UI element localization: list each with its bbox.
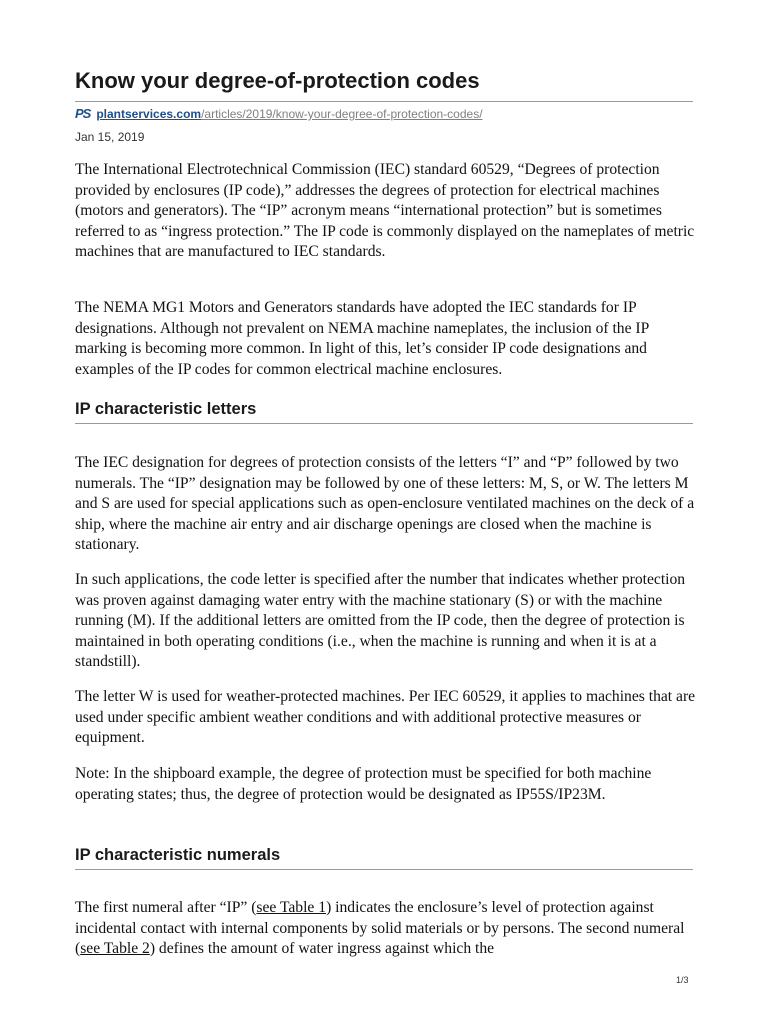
source-line: [75, 106, 483, 122]
title-divider: [75, 101, 693, 102]
section-heading-numerals: IP characteristic numerals: [75, 846, 281, 864]
page-number: 1/3: [676, 975, 689, 985]
numerals-text-3: ) defines the amount of water ingress against which the: [149, 940, 495, 958]
numerals-text-2: ) indicates the enclosure’s level of protection against incidental contact with internal components by solid materials or by persons. The second numeral (: [75, 899, 685, 958]
table-1-link[interactable]: see Table 1: [256, 899, 327, 916]
letters-paragraph-3: The letter W is used for weather-protected machines. Per IEC 60529, it applies to machines that are used under specific ambient weather conditions and with additional protective measures or equipment.: [75, 688, 696, 747]
source-domain: plantservices.com: [96, 107, 202, 121]
source-path: /articles/2019/know-your-degree-of-protection-codes/: [201, 107, 483, 121]
section-divider-letters: [75, 423, 693, 424]
letters-paragraph-4: Note: In the shipboard example, the degree of protection must be specified for both machine operating states; thus, the degree of protection would be designated as IP55S/IP23M.: [75, 765, 652, 803]
publish-date: Jan 15, 2019: [75, 130, 145, 144]
page-title: Know your degree-of-protection codes: [75, 68, 480, 93]
table-2-link[interactable]: see Table 2: [80, 940, 150, 958]
section-divider-numerals: [75, 869, 693, 870]
intro-paragraph-2: The NEMA MG1 Motors and Generators standards have adopted the IEC standards for IP designations. Although not prevalent on NEMA machine nameplates, the inclusion of the IP marking is becoming more common. In light of this, let’s consider IP code designations and examples of the IP codes for common electrical machine enclosures.: [75, 299, 649, 378]
numerals-paragraph-1: [75, 898, 700, 960]
letters-paragraph-1: The IEC designation for degrees of protection consists of the letters “I” and “P” followed by two numerals. The “IP” designation may be followed by one of these letters: M, S, or W. The letters M and S are used for special applications such as open-enclosure ventilated machines on the deck of a ship, where the machine air entry and air discharge openings are closed when the machine is stationary.: [75, 454, 695, 554]
letters-paragraph-2: In such applications, the code letter is specified after the number that indicates whether protection was proven against damaging water entry with the machine stationary (S) or with the machine running (M). If the additional letters are omitted from the IP code, then the degree of protection is maintained in both operating conditions (i.e., when the machine is running and when it is at a standstill).: [75, 571, 686, 671]
section-heading-letters: IP characteristic letters: [75, 400, 257, 418]
source-url-link[interactable]: [96, 106, 482, 122]
intro-paragraph-1: The International Electrotechnical Commission (IEC) standard 60529, “Degrees of protection provided by enclosures (IP code),” addresses the degrees of protection for electrical machines (motors and generators). The “IP” acronym means “international protection” but is sometimes referred to as “ingress protection.” The IP code is commonly displayed on the nameplates of metric machines that are manufactured to IEC standards.: [75, 161, 695, 261]
numerals-text-1: The first numeral after “IP” (: [75, 899, 257, 916]
plantservices-logo-icon: PS: [75, 106, 91, 121]
